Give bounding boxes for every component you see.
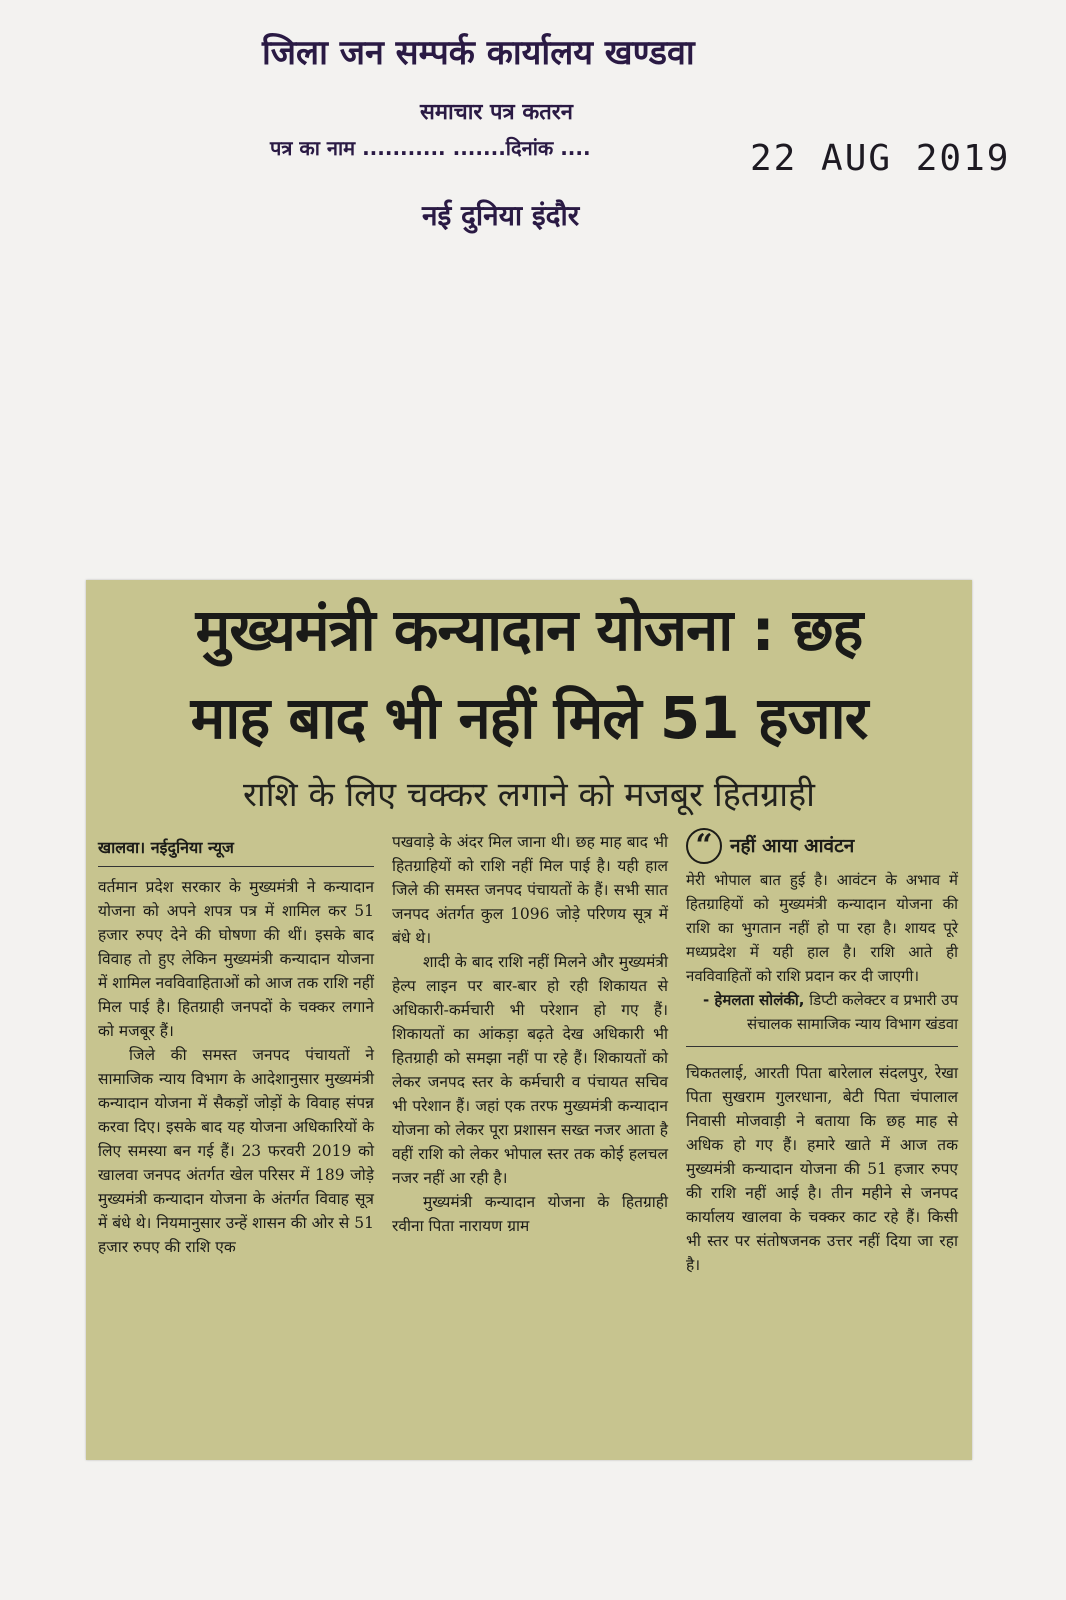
- paragraph: मुख्यमंत्री कन्यादान योजना के हितग्राही रवीना पिता नारायण ग्राम: [392, 1193, 668, 1235]
- headline: [86, 586, 972, 762]
- quote-text: मेरी भोपाल बात हुई है। आवंटन के अभाव में हितग्राहियों को मुख्यमंत्री कन्यादान योजना की राशि का भुगतान नहीं हो पा रहा है। शायद पूरे मध्यप्रदेश में यही हाल है। राशि आते ही नवविवाहितों को राशि प्रदान कर दी जाएगी।: [686, 871, 958, 985]
- quote-author-role: डिप्टी कलेक्टर व प्रभारी उप संचालक सामाजिक न्याय विभाग खंडवा: [746, 991, 958, 1033]
- newspaper-clipping: [86, 580, 972, 1460]
- paragraph: जिले की समस्त जनपद पंचायतों ने सामाजिक न्याय विभाग के आदेशानुसार मुख्यमंत्री कन्यादान योजना में सैकड़ों जोड़ों के विवाह संपन्न करवा दिए। इसके बाद यह योजना अधिकारियों के लिए समस्या बन गई हैं। 23 फरवरी 2019 को खालवा जनपद अंतर्गत खेल परिसर में 189 जोड़े मुख्यमंत्री कन्यादान योजना के अंतर्गत विवाह सूत्र में बंधे थे। नियमानुसार उन्हें शासन की ओर से 51 हजार रुपए की राशि एक: [98, 1046, 374, 1256]
- paragraph: शादी के बाद राशि नहीं मिलने और मुख्यमंत्री हेल्प लाइन पर बार-बार हो रही शिकायत से अधिकारी-कर्मचारी भी परेशान हो गए हैं। शिकायतों का आंकड़ा बढ़ते देख अधिकारी भी हितग्राही को समझा नहीं पा रहे हैं। शिकायतों को लेकर जनपद स्तर के कर्मचारी व पंचायत सचिव भी परेशान हैं। जहां एक तरफ मुख्यमंत्री कन्यादान योजना को लेकर पूरा प्रशासन सख्त नजर आता है वहीं राशि को लेकर भोपाल स्तर तक कोई हलचल नजर नहीं आ रही है।: [392, 953, 668, 1187]
- subheadline: राशि के लिए चक्कर लगाने को मजबूर हितग्राही: [243, 775, 815, 815]
- stamp-office-name: जिला जन सम्पर्क कार्यालय खण्डवा: [262, 33, 695, 73]
- stamp-subtitle: समाचार पत्र कतरन: [420, 100, 573, 125]
- paragraph: पखवाड़े के अंदर मिल जाना थी। छह माह बाद भी हितग्राहियों को राशि नहीं मिल पाई है। यही हाल जिले की समस्त जनपद पंचायतों के हैं। सभी सात जनपद अंतर्गत कुल 1096 जोड़े परिणय सूत्र में बंधे थे।: [392, 833, 668, 947]
- article-column-1: [98, 836, 374, 1259]
- paragraph: चिकतलाई, आरती पिता बारेलाल संदलपुर, रेखा पिता सुखराम गुलरधाना, बेटी पिता चंपालाल निवासी मोजवाड़ी ने बताया कि छह माह से अधिक हो गए हैं। हमारे खाते में आज तक मुख्यमंत्री कन्यादान योजना की 51 हजार रुपए की राशि नहीं आई है। तीन महीने से जनपद कार्यालय खालवा के चक्कर काट रहे हैं। किसी भी स्तर पर संतोषजनक उत्तर नहीं दिया जा रहा है।: [686, 1064, 958, 1274]
- quote-mark-icon: “: [686, 828, 722, 864]
- dateline: खालवा। नईदुनिया न्यूज: [98, 836, 374, 867]
- stamp-date: 22 AUG 2019: [750, 138, 1011, 179]
- quote-header: [686, 828, 958, 864]
- stamp-paper-label: पत्र का नाम ........... .......दिनांक ....: [270, 136, 591, 160]
- article-column-2: [392, 830, 668, 1238]
- quote-title: नहीं आया आवंटन: [730, 835, 855, 857]
- article-column-3: [686, 828, 958, 1277]
- quote-box: [686, 828, 958, 1047]
- quote-author-name: - हेमलता सोलंकी,: [702, 991, 805, 1009]
- headline-line-2: माह बाद भी नहीं मिले 51 हजार: [190, 684, 868, 752]
- divider: [686, 1046, 958, 1047]
- stamp-paper-name: नई दुनिया इंदौर: [422, 199, 580, 232]
- paragraph: वर्तमान प्रदेश सरकार के मुख्यमंत्री ने कन्यादान योजना को अपने शपत्र पत्र में शामिल कर 51 हजार रुपए देने की घोषणा की थीं। इसके बाद विवाह तो हुए लेकिन मुख्यमंत्री कन्यादान योजना में शामिल नवविवाहिताओं को आज तक राशि नहीं मिल पाई है। हितग्राही जनपदों के चक्कर लगाने को मजबूर हैं।: [98, 878, 374, 1040]
- quote-author: [686, 988, 958, 1036]
- headline-line-1: मुख्यमंत्री कन्यादान योजना : छह: [195, 596, 863, 664]
